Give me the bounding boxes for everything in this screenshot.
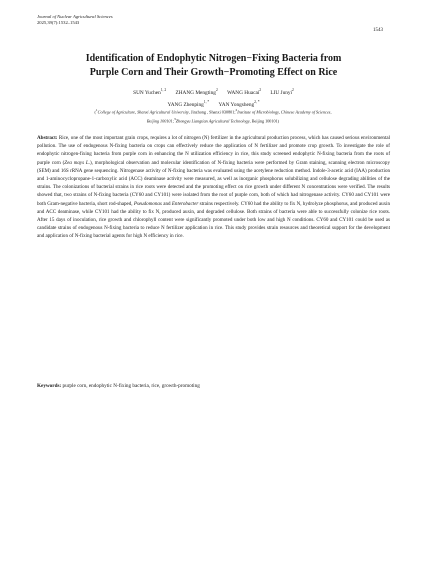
journal-volume: 2025,39(7):1532–1543 [37,20,80,26]
author-affil-mark: 2 [292,88,294,92]
genus-name: Pseudomonas [133,200,162,207]
keywords-text: purple corn, endophytic N-fixing bacteria, rice, growth-promoting [62,383,200,389]
affiliation-text: College of Agriculture, Shanxi Agricultural University [97,109,189,115]
author-affil-mark: 2, * [254,99,260,104]
abstract [37,134,390,240]
author [227,90,261,96]
author-name: LIU Junyi [270,89,293,96]
author-line-1 [37,86,390,98]
page-number: 1543 [373,28,383,33]
affiliation-text: Beijing 100101; [146,118,175,124]
author [270,90,293,96]
affiliation-mark: 3 [174,116,176,121]
affiliation-paren: ( [94,109,96,115]
author-name: SUN Yuchen [133,89,161,96]
keywords-label: Keywords: [37,383,62,389]
affiliation-text: , Beijing 100101) [249,118,280,124]
affiliation-text: , [330,109,332,115]
title-line-1: Identification of Endophytic Nitrogen−Fixing Bacteria from [85,53,342,64]
author-affil-mark: 2 [215,88,218,92]
author [133,90,166,96]
affiliation-line-2 [43,116,383,125]
species-name: Zea mays L. [64,159,90,166]
abstract-text: and [163,200,171,207]
author-affil-mark: 2 [259,88,262,92]
paper-title [37,52,390,80]
affiliation-text: Institute of Microbiology, Chinese Academy of Sciences [237,109,331,115]
affiliation-mark: 1 [95,108,98,112]
author-name: ZHANG Mengting [175,89,216,96]
abstract-label: Abstract: [37,135,58,141]
journal-name: Journal of Nuclear Agricultural Sciences [37,14,113,19]
author-list [37,86,390,110]
affiliation-line-1 [43,107,383,116]
abstract-text: ), morphological observation and molecular identification of N-fixing bacteria were performed by Gram staining, scanning electron microscopy (SEM) and 16S rRNA gene sequencing. Nitrogenase activity of N-fixing bacteria was evaluated using the acetylene reduction method. Indole-3-acetic acid (IAA) production and 1-aminocyclopropane-1-carboxylic acid (ACC) deaminase activity were measured, as well as inorganic phosphorus solubilizing and cellulose degrading abilities of the strains. The colonizations of bacterial strains in rice roots were detected and the promoting effect on rice growth under different N concentrations were verified. The results showed that, two strains of N-fixing bacteria (CY60 and CY101) were isolated from the root of purple corn, both of which had nitrogenase activity. CY60 and CY101 were both Gram-negative bacteria, short rod-shaped, [37,159,390,207]
journal-header [37,14,113,26]
affiliation-text: , Jinzhong , Shanxi 030801; [188,109,236,115]
affiliation-text: Zhongyu Liangtian Agricultural Technology [175,118,250,124]
author-affil-mark: 1, 2 [160,88,167,92]
author-name: WANG Huacai [227,89,260,96]
genus-name: Enterobacter [171,200,199,207]
abstract-text: strains respectively. CY60 had the ability to fix N, hydrolyze phosphorus, and produced auxin and ACC deaminase, while CY101 had the ability to fix N, produced auxin, and degraded cellulose. Both strains of bacteria were able to successfully colonize rice roots. After 15 days of inoculation, rice growth and chlorophyll content were significantly promoted under both low and high N conditions. CY60 and CY101 could be used as candidate strains of endogenous N-fixing bacteria to reduce N fertilizer application in rice. This study provides strain resources and theoretical support for the development and application of N-fixing bacterial agents for high N efficiency in rice. [37,200,391,240]
author [175,90,217,96]
author-name: YAN Yongsheng [218,101,255,108]
author-affil-mark: 1, * [203,99,210,104]
affiliation-mark: 2 [235,108,238,112]
keywords [37,382,390,390]
abstract-text: Rice, one of the most important grain crops, requires a lot of nitrogen (N) fertilizer in the agricultural production process, which has caused serious environmental pollution. The use of endogenous N-fixing bacteria on crops can effectively reduce the application of N fertilizer and promote crop growth. To investigate the role of endophytic nitrogen-fixing bacteria from purple corn in enhancing the N utilization efficiency in rice, this study screened endophytic N-fixing bacteria from the roots of purple corn ( [37,135,391,166]
title-line-2: Purple Corn and Their Growth−Promoting Effect on Rice [89,67,338,78]
author-name: YANG Zhenping [167,101,204,108]
affiliations [43,107,383,125]
